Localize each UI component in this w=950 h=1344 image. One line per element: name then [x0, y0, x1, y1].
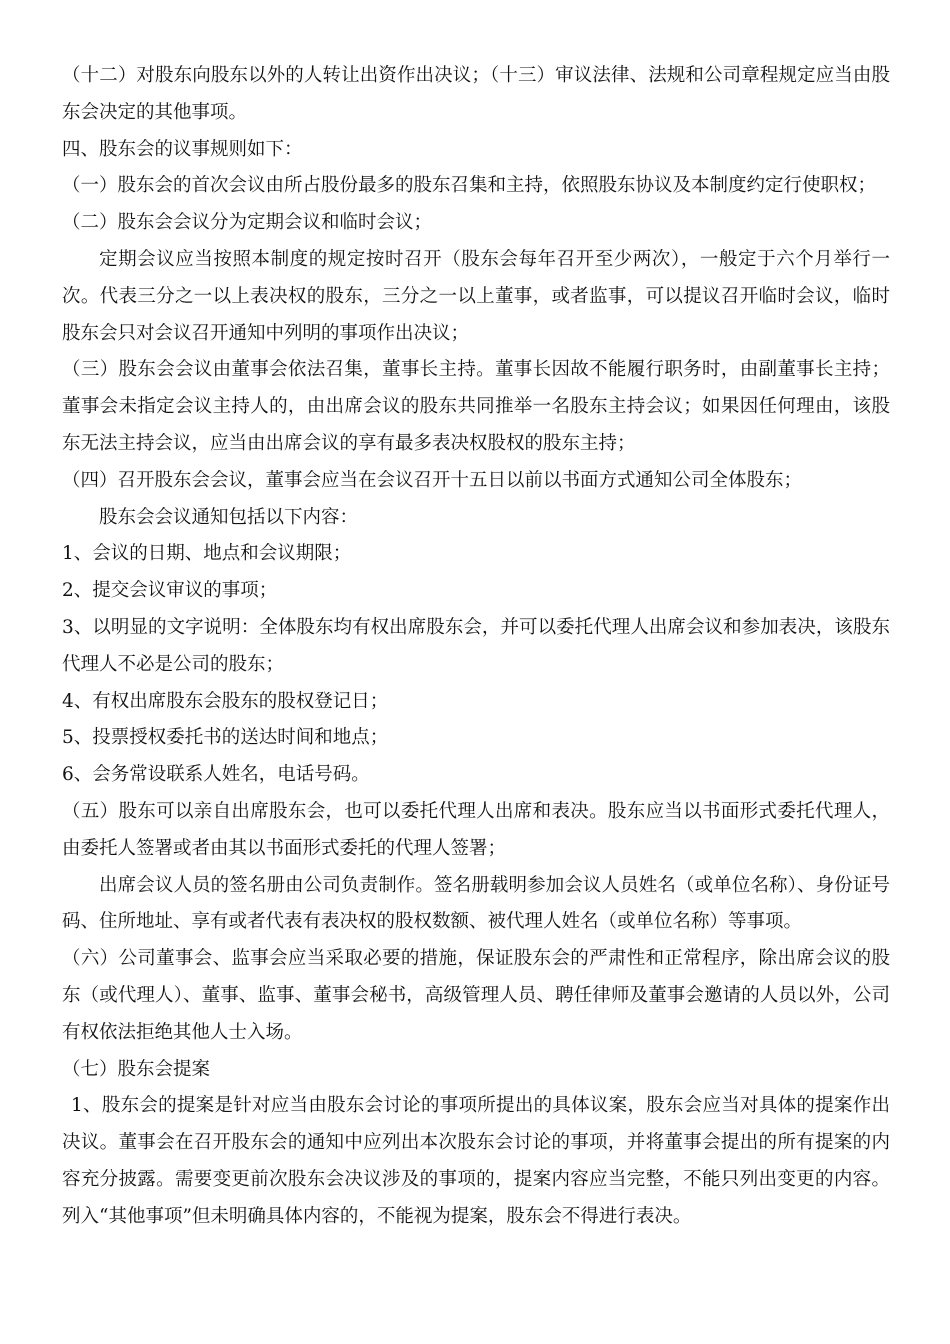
list-item-notice-5: 5、投票授权委托书的送达时间和地点；: [62, 727, 389, 749]
list-item-notice-6: 6、会务常设联系人姓名，电话号码。: [62, 764, 370, 786]
paragraph-rule-4: （四）召开股东会会议，董事会应当在会议召开十五日以前以书面方式通知公司全体股东；: [62, 469, 803, 491]
list-item-notice-3: 3、以明显的文字说明：全体股东均有权出席股东会，并可以委托代理人出席会议和参加表决，该股东代理人不必是公司的股东；: [62, 616, 890, 675]
paragraph-rule-2: （二）股东会会议分为定期会议和临时会议；: [62, 212, 433, 234]
paragraph-rule-5: （五）股东可以亲自出席股东会，也可以委托代理人出席和表决。股东应当以书面形式委托代理人，由委托人签署或者由其以书面形式委托的代理人签署；: [62, 800, 890, 859]
paragraph-rule-3: （三）股东会会议由董事会依法召集，董事长主持。董事长因故不能履行职务时，由副董事长主持；董事会未指定会议主持人的，由出席会议的股东共同推举一名股东主持会议；如果因任何理由，该股东无法主持会议，应当由出席会议的享有最多表决权股权的股东主持；: [62, 359, 890, 454]
list-item-notice-4: 4、有权出席股东会股东的股权登记日；: [62, 690, 389, 712]
section-heading-meeting-rules: 四、股东会的议事规则如下：: [62, 138, 303, 160]
paragraph-proposals: 1、股东会的提案是针对应当由股东会讨论的事项所提出的具体议案，股东会应当对具体的提案作出决议。董事会在召开股东会的通知中应列出本次股东会讨论的事项，并将董事会提出的所有提案的内容充分披露。需要变更前次股东会决议涉及的事项的，提案内容应当完整，不能只列出变更的内容。列入“其他事项”但未明确具体内容的，不能视为提案，股东会不得进行表决。: [62, 1095, 890, 1227]
paragraph-regular-meetings: 定期会议应当按照本制度的规定按时召开（股东会每年召开至少两次），一般定于六个月举行一次。代表三分之一以上表决权的股东，三分之一以上董事，或者监事，可以提议召开临时会议，临时股东会只对会议召开通知中列明的事项作出决议；: [62, 248, 890, 344]
paragraph-rule-1: （一）股东会的首次会议由所占股份最多的股东召集和主持，依照股东协议及本制度约定行使职权；: [62, 175, 877, 197]
paragraph-rule-6: （六）公司董事会、监事会应当采取必要的措施，保证股东会的严肃性和正常程序，除出席会议的股东（或代理人）、董事、监事、董事会秘书，高级管理人员、聘任律师及董事会邀请的人员以外，公司有权依法拒绝其他人士入场。: [62, 948, 890, 1043]
paragraph-notice-contents: 股东会会议通知包括以下内容：: [99, 506, 359, 528]
paragraph-rule-7-heading: （七）股东会提案: [62, 1058, 211, 1080]
list-item-notice-2: 2、提交会议审议的事项；: [62, 580, 278, 602]
paragraph-signature-register: 出席会议人员的签名册由公司负责制作。签名册载明参加会议人员姓名（或单位名称）、身份证号码、住所地址、享有或者代表有表决权的股权数额、被代理人姓名（或单位名称）等事项。: [62, 874, 890, 933]
paragraph-shareholder-meeting-powers-end: （十二）对股东向股东以外的人转让出资作出决议；（十三）审议法律、法规和公司章程规定应当由股东会决定的其他事项。: [62, 65, 890, 123]
list-item-notice-1: 1、会议的日期、地点和会议期限；: [62, 543, 352, 565]
